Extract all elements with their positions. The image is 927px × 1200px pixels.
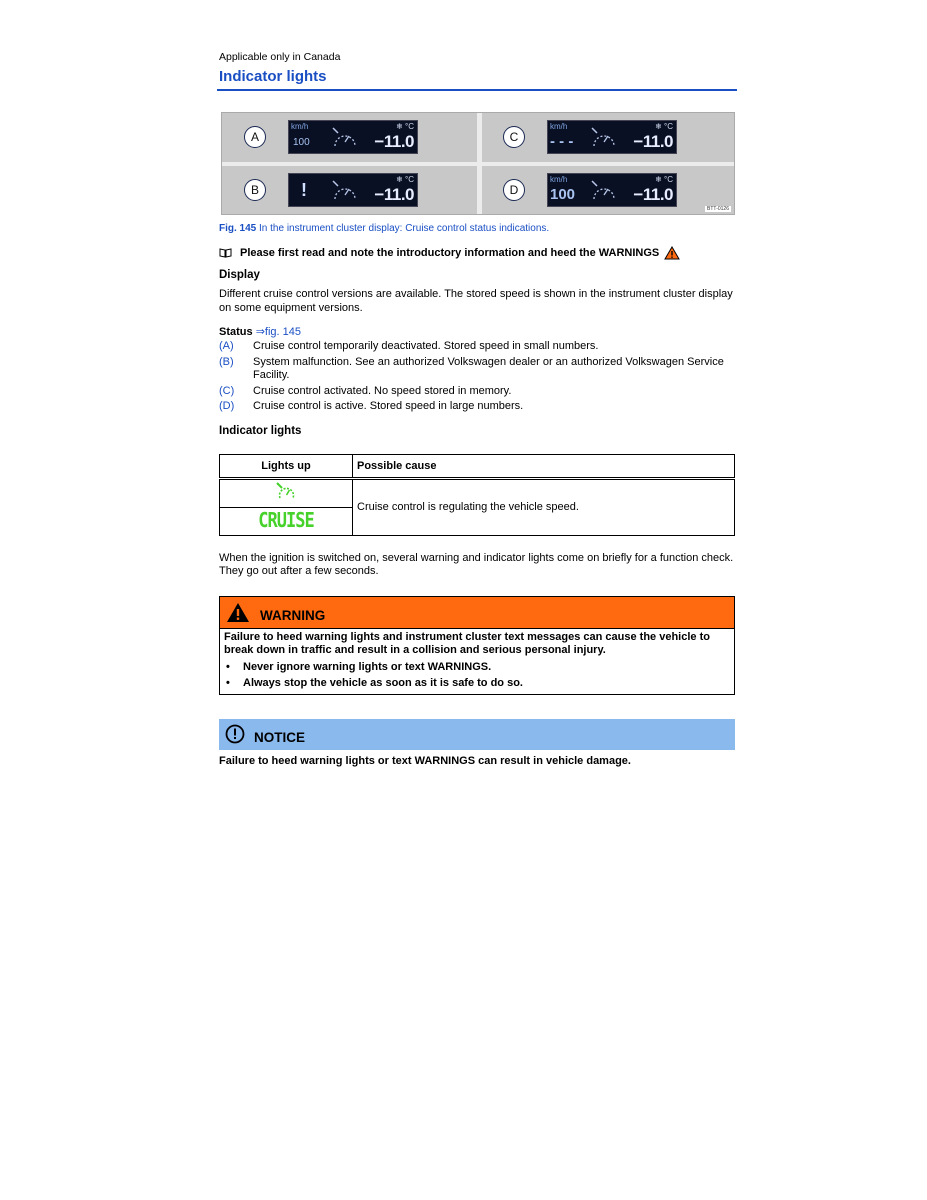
speedometer-icon xyxy=(331,179,359,205)
panel-a xyxy=(222,113,472,161)
status-letter[interactable]: (C) xyxy=(219,384,235,397)
panel-letter: B xyxy=(244,179,266,201)
list-item xyxy=(219,356,735,383)
notice-label: NOTICE xyxy=(254,729,306,745)
outside-temp: −11.0 xyxy=(374,132,414,151)
applicability-note: Applicable only in Canada xyxy=(219,51,341,63)
outside-temp: −11.0 xyxy=(374,185,414,204)
status-text: System malfunction. See an authorized Volkswagen dealer or an authorized Volkswagen Service Facility. xyxy=(253,355,724,381)
col-possible-cause: Possible cause xyxy=(353,454,735,478)
cause-cell: Cruise control is regulating the vehicle speed. xyxy=(353,478,735,535)
panel-letter: C xyxy=(503,126,525,148)
lcd-display xyxy=(547,173,677,207)
title-rule xyxy=(217,89,737,91)
col-lights-up: Lights up xyxy=(220,454,353,478)
speedometer-icon xyxy=(590,126,618,152)
display-text: Different cruise control versions are available. The stored speed is shown in the instrument cluster display on some equipment versions. xyxy=(219,288,733,314)
intro-note-text[interactable]: Please first read and note the introductory information and heed the WARNINGS xyxy=(240,247,660,259)
stored-speed: 100 xyxy=(550,186,576,203)
warning-bullet: Never ignore warning lights or text WARNINGS. xyxy=(243,660,492,673)
status-heading xyxy=(219,325,735,339)
panel-c xyxy=(481,113,731,161)
book-icon xyxy=(219,248,232,258)
outside-temp: −11.0 xyxy=(633,185,673,204)
cruise-indicator-text: CRUISE xyxy=(258,509,314,533)
temp-unit: ❄ °C xyxy=(655,122,673,131)
warning-triangle-icon xyxy=(226,602,250,623)
status-text: Cruise control is active. Stored speed in large numbers. xyxy=(253,400,524,412)
panel-letter: A xyxy=(244,126,266,148)
icon-cell xyxy=(220,478,353,507)
speedometer-icon xyxy=(331,126,359,152)
warning-bullet: Always stop the vehicle as soon as it is safe to do so. xyxy=(243,677,523,689)
lcd-display xyxy=(547,120,677,154)
panel-letter: D xyxy=(503,179,525,201)
list-item xyxy=(224,661,730,675)
notice-header xyxy=(219,719,735,750)
indicator-heading: Indicator lights xyxy=(219,424,302,437)
kmh-label: km/h xyxy=(550,175,568,184)
temp-unit: ❄ °C xyxy=(396,122,414,131)
warning-header xyxy=(220,597,734,629)
icon-cell xyxy=(220,507,353,535)
lcd-display xyxy=(288,173,418,207)
warning-text: Failure to heed warning lights and instrument cluster text messages can cause the vehicle to break down in traffic and result in a collision and serious personal injury. xyxy=(224,630,710,656)
cruise-control-icon xyxy=(275,482,297,502)
notice-text: Failure to heed warning lights or text WARNINGS can result in vehicle damage. xyxy=(219,754,631,767)
status-label: Status xyxy=(219,326,253,338)
display-heading: Display xyxy=(219,269,260,281)
warning-triangle-icon[interactable] xyxy=(664,246,680,260)
figure-caption xyxy=(219,222,735,235)
indicator-table xyxy=(219,454,735,536)
caption-label: Fig. 145 xyxy=(219,223,257,234)
list-item xyxy=(219,340,735,354)
status-text: Cruise control temporarily deactivated. Stored speed in small numbers. xyxy=(253,340,599,352)
status-letter[interactable]: (D) xyxy=(219,400,235,412)
panel-b xyxy=(222,166,472,214)
document-page xyxy=(219,50,735,768)
caption-text: In the instrument cluster display: Cruise control status indications. xyxy=(256,223,550,234)
bullet-icon: • xyxy=(226,677,230,689)
cluster-display-figure xyxy=(221,112,735,215)
status-text: Cruise control activated. No speed stored in memory. xyxy=(253,384,512,397)
table-header-row xyxy=(220,454,735,478)
outside-temp: −11.0 xyxy=(633,132,673,151)
panel-d xyxy=(481,166,731,214)
ignition-text: When the ignition is switched on, several warning and indicator lights come on briefly for a function check. They go out after a few seconds. xyxy=(219,551,734,577)
malfunction-mark: ! xyxy=(301,180,307,200)
exclamation-circle-icon xyxy=(225,724,245,744)
figure-code: BTT-0126 xyxy=(707,206,729,212)
warning-label: WARNING xyxy=(260,608,326,623)
status-list xyxy=(219,340,735,414)
warning-box xyxy=(219,596,735,695)
speedometer-icon xyxy=(590,179,618,205)
intro-note xyxy=(219,246,735,260)
bullet-icon: • xyxy=(226,660,230,673)
page-title: Indicator lights xyxy=(219,68,327,85)
fig-link[interactable]: ⇒fig. 145 xyxy=(255,326,301,338)
stored-speed: 100 xyxy=(293,137,310,148)
kmh-label: km/h xyxy=(291,122,309,131)
status-letter[interactable]: (B) xyxy=(219,355,234,368)
table-row xyxy=(220,478,735,507)
temp-unit: ❄ °C xyxy=(655,175,673,184)
temp-unit: ❄ °C xyxy=(396,175,414,184)
warning-body xyxy=(220,629,734,694)
stored-speed: - - - xyxy=(550,133,574,150)
lcd-display xyxy=(288,120,418,154)
status-letter[interactable]: (A) xyxy=(219,340,234,352)
list-item xyxy=(224,677,730,691)
kmh-label: km/h xyxy=(550,122,568,131)
list-item xyxy=(219,400,735,414)
list-item xyxy=(219,385,735,399)
